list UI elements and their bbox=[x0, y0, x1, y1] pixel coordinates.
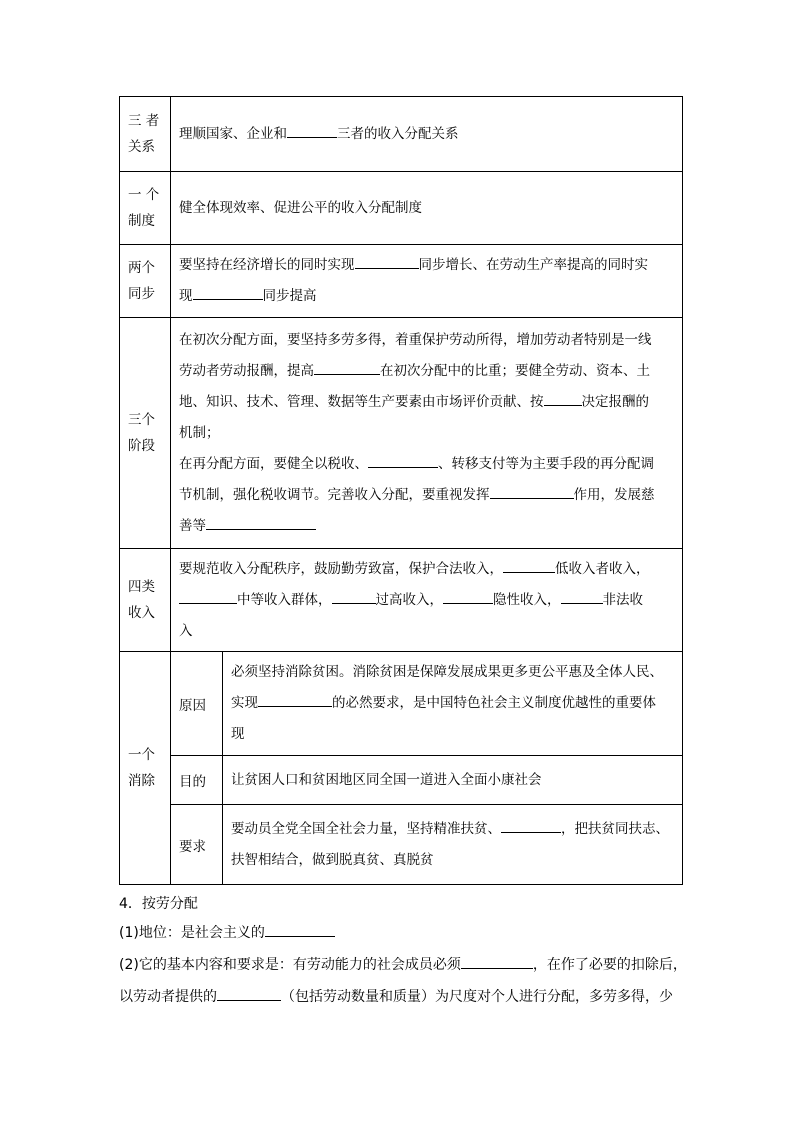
fill-blank[interactable] bbox=[217, 986, 281, 1001]
fill-blank[interactable] bbox=[206, 515, 316, 530]
text-segment: 同步提高 bbox=[262, 288, 317, 304]
text-line: 必须坚持消除贫困。消除贫困是保障发展成果更多更公平惠及全体人民、 bbox=[231, 664, 663, 680]
fill-blank[interactable] bbox=[490, 484, 574, 499]
sub-label: 目的 bbox=[171, 756, 223, 805]
fill-blank[interactable] bbox=[561, 589, 603, 604]
fill-blank[interactable] bbox=[501, 818, 561, 833]
fill-blank[interactable] bbox=[503, 558, 555, 573]
fill-blank[interactable] bbox=[443, 589, 493, 604]
text-segment: (1)地位：是社会主义的 bbox=[119, 925, 265, 941]
table-row bbox=[120, 172, 683, 245]
text-line: 机制； bbox=[179, 424, 220, 441]
table-row bbox=[120, 805, 683, 885]
fill-blank[interactable] bbox=[179, 589, 237, 604]
row-label: 两个 同步 bbox=[120, 245, 171, 318]
row-label: 四类 收入 bbox=[120, 549, 171, 652]
text-segment: 三者的收入分配关系 bbox=[337, 125, 459, 142]
text-segment: 现 bbox=[179, 288, 193, 304]
text-segment: 决定报酬的 bbox=[581, 393, 649, 410]
text-segment: 低收入者收入， bbox=[555, 560, 650, 577]
table-row bbox=[120, 652, 683, 756]
row-content bbox=[171, 245, 683, 318]
fill-blank[interactable] bbox=[332, 589, 376, 604]
sub-label: 原因 bbox=[171, 652, 223, 756]
text-segment: 作用，发展慈 bbox=[573, 486, 655, 503]
fill-blank[interactable] bbox=[287, 123, 337, 138]
section-item bbox=[119, 954, 687, 975]
row-content bbox=[171, 549, 683, 652]
row-label: 三个 阶段 bbox=[120, 318, 171, 549]
text-segment: 同步增长、在劳动生产率提高的同时实 bbox=[418, 257, 648, 273]
fill-blank[interactable] bbox=[265, 922, 335, 937]
text-segment: ，在作了必要的扣除后， bbox=[532, 957, 687, 973]
sub-label: 要求 bbox=[171, 805, 223, 885]
text-line: 现 bbox=[231, 726, 245, 742]
text-segment: 以劳动者提供的 bbox=[119, 989, 217, 1005]
row-content bbox=[171, 318, 683, 549]
text-segment: 、转移支付等为主要手段的再分配调 bbox=[438, 455, 654, 472]
text-segment: 的必然要求，是中国特色社会主义制度优越性的重要体 bbox=[332, 695, 656, 711]
text-segment: 地、知识、技术、管理、数据等生产要素由市场评价贡献、按 bbox=[179, 393, 544, 410]
row-label: 一 个 制度 bbox=[120, 172, 171, 245]
table-row bbox=[120, 318, 683, 549]
text-segment: 实现 bbox=[231, 695, 258, 711]
text-segment: 非法收 bbox=[602, 591, 643, 608]
table-row bbox=[120, 549, 683, 652]
text-segment: 在初次分配中的比重；要健全劳动、资本、土 bbox=[380, 362, 650, 379]
text-segment: 要坚持在经济增长的同时实现 bbox=[179, 257, 355, 273]
distribution-table bbox=[119, 96, 683, 885]
section-item bbox=[119, 986, 673, 1007]
text-line: 扶智相结合，做到脱真贫、真脱贫 bbox=[231, 851, 434, 868]
fill-blank[interactable] bbox=[193, 285, 263, 300]
fill-blank[interactable] bbox=[314, 360, 380, 375]
sub-content bbox=[223, 805, 683, 885]
text-segment: 在再分配方面，要健全以税收、 bbox=[179, 455, 368, 472]
text-segment: 善等 bbox=[179, 517, 206, 534]
sub-content bbox=[223, 652, 683, 756]
fill-blank[interactable] bbox=[368, 453, 438, 468]
text-line: 入 bbox=[179, 622, 193, 639]
text-segment: 要动员全党全国全社会力量，坚持精准扶贫、 bbox=[231, 820, 501, 837]
fill-blank[interactable] bbox=[461, 954, 533, 969]
table-row bbox=[120, 756, 683, 805]
row-content bbox=[171, 97, 683, 172]
text-segment: 隐性收入， bbox=[493, 591, 561, 608]
sub-content: 让贫困人口和贫困地区同全国一道进入全面小康社会 bbox=[223, 756, 683, 805]
text-segment: ，把扶贫同扶志、 bbox=[561, 820, 669, 837]
row-label: 三 者 关系 bbox=[120, 97, 171, 172]
text-segment: 劳动者劳动报酬，提高 bbox=[179, 362, 314, 379]
text-segment: 要规范收入分配秩序，鼓励勤劳致富，保护合法收入， bbox=[179, 560, 503, 577]
text-segment: 理顺国家、企业和 bbox=[179, 125, 287, 142]
section-heading: 4．按劳分配 bbox=[119, 896, 198, 912]
row-content: 健全体现效率、促进公平的收入分配制度 bbox=[171, 172, 683, 245]
text-segment: 节机制，强化税收调节。完善收入分配，要重视发挥 bbox=[179, 486, 490, 503]
fill-blank[interactable] bbox=[544, 391, 582, 406]
fill-blank[interactable] bbox=[258, 692, 332, 707]
row-label: 一个 消除 bbox=[120, 652, 171, 885]
text-segment: 中等收入群体， bbox=[237, 591, 332, 608]
table-row bbox=[120, 245, 683, 318]
text-line: 在初次分配方面，要坚持多劳多得，着重保护劳动所得，增加劳动者特别是一线 bbox=[179, 331, 652, 348]
text-segment: （包括劳动数量和质量）为尺度对个人进行分配，多劳多得，少 bbox=[281, 989, 673, 1005]
section-item bbox=[119, 922, 335, 943]
fill-blank[interactable] bbox=[355, 254, 419, 269]
table-row bbox=[120, 97, 683, 172]
text-segment: 过高收入， bbox=[375, 591, 443, 608]
text-segment: (2)它的基本内容和要求是：有劳动能力的社会成员必须 bbox=[119, 957, 461, 973]
